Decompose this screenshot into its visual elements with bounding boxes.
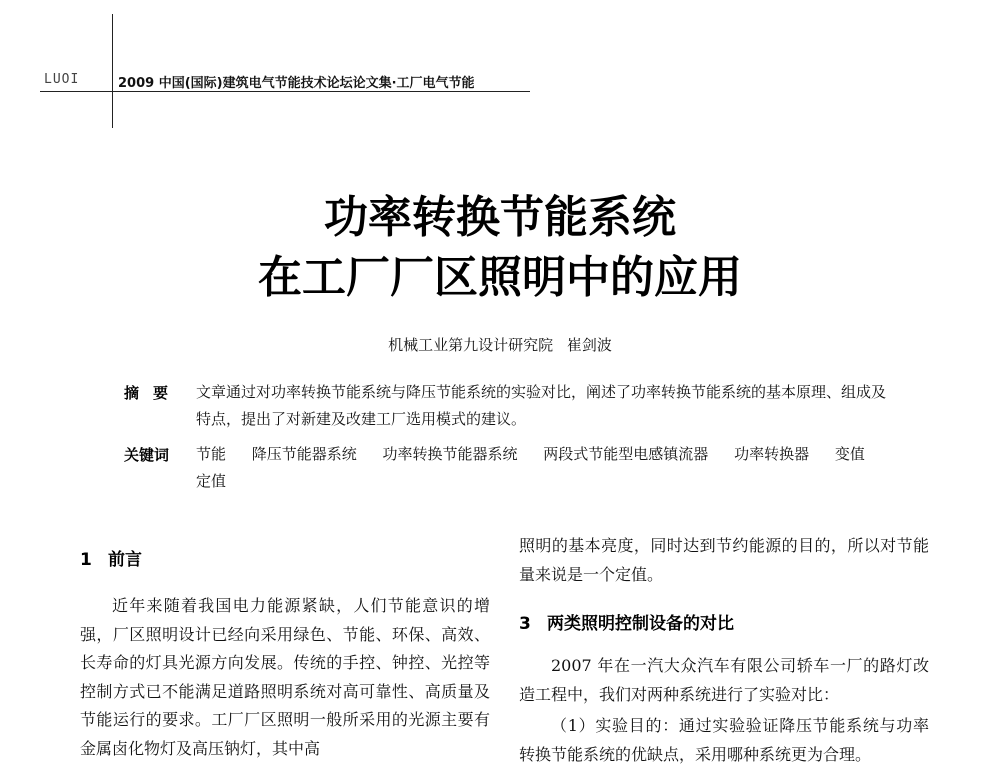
journal-logo: LUOI bbox=[44, 72, 80, 87]
header-vertical-line bbox=[112, 14, 113, 128]
paper-title-line2: 在工厂厂区照明中的应用 bbox=[258, 252, 742, 303]
author-affiliation: 机械工业第九设计研究院 崔剑波 bbox=[388, 336, 612, 354]
section-title: 前言 bbox=[108, 550, 142, 570]
section-number: 3 bbox=[519, 614, 531, 634]
section-3-paragraph-1: 2007 年在一汽大众汽车有限公司轿车一厂的路灯改造工程中，我们对两种系统进行了实验对比： bbox=[519, 656, 929, 704]
section-1-heading bbox=[80, 546, 142, 575]
abstract-text: 文章通过对功率转换节能系统与降压节能系统的实验对比，阐述了功率转换节能系统的基本原理、组成及特点，提出了对新建及改建工厂选用模式的建议。 bbox=[196, 383, 887, 428]
section-3-paragraph-2: （1）实验目的：通过实验验证降压节能系统与功率转换节能系统的优缺点，采用哪种系统更为合理。 bbox=[519, 716, 929, 764]
section-1-paragraph: 近年来随着我国电力能源紧缺，人们节能意识的增强，厂区照明设计已经向采用绿色、节能、环保、高效、长寿命的灯具光源方向发展。传统的手控、钟控、光控等控制方式已不能满足道路照明系统对高可靠性、高质量及节能运行的要求。工厂厂区照明一般所采用的光源主要有金属卤化物灯及高压钠灯，其中高 bbox=[80, 596, 490, 758]
header-rule bbox=[40, 91, 530, 92]
running-header: 2009 中国(国际)建筑电气节能技术论坛论文集·工厂电气节能 bbox=[118, 76, 475, 91]
section-title: 两类照明控制设备的对比 bbox=[547, 614, 734, 634]
section-3-heading bbox=[519, 610, 734, 639]
abstract-label: 摘要 bbox=[124, 384, 183, 402]
keywords-label: 关键词 bbox=[124, 446, 170, 464]
keywords-text: 节能 降压节能器系统 功率转换节能器系统 两段式节能型电感镇流器 功率转换器 变值 定值 bbox=[196, 445, 865, 490]
paper-title-line1: 功率转换节能系统 bbox=[324, 192, 676, 243]
section-number: 1 bbox=[80, 550, 92, 570]
continued-paragraph: 照明的基本亮度，同时达到节约能源的目的，所以对节能量来说是一个定值。 bbox=[519, 536, 929, 584]
